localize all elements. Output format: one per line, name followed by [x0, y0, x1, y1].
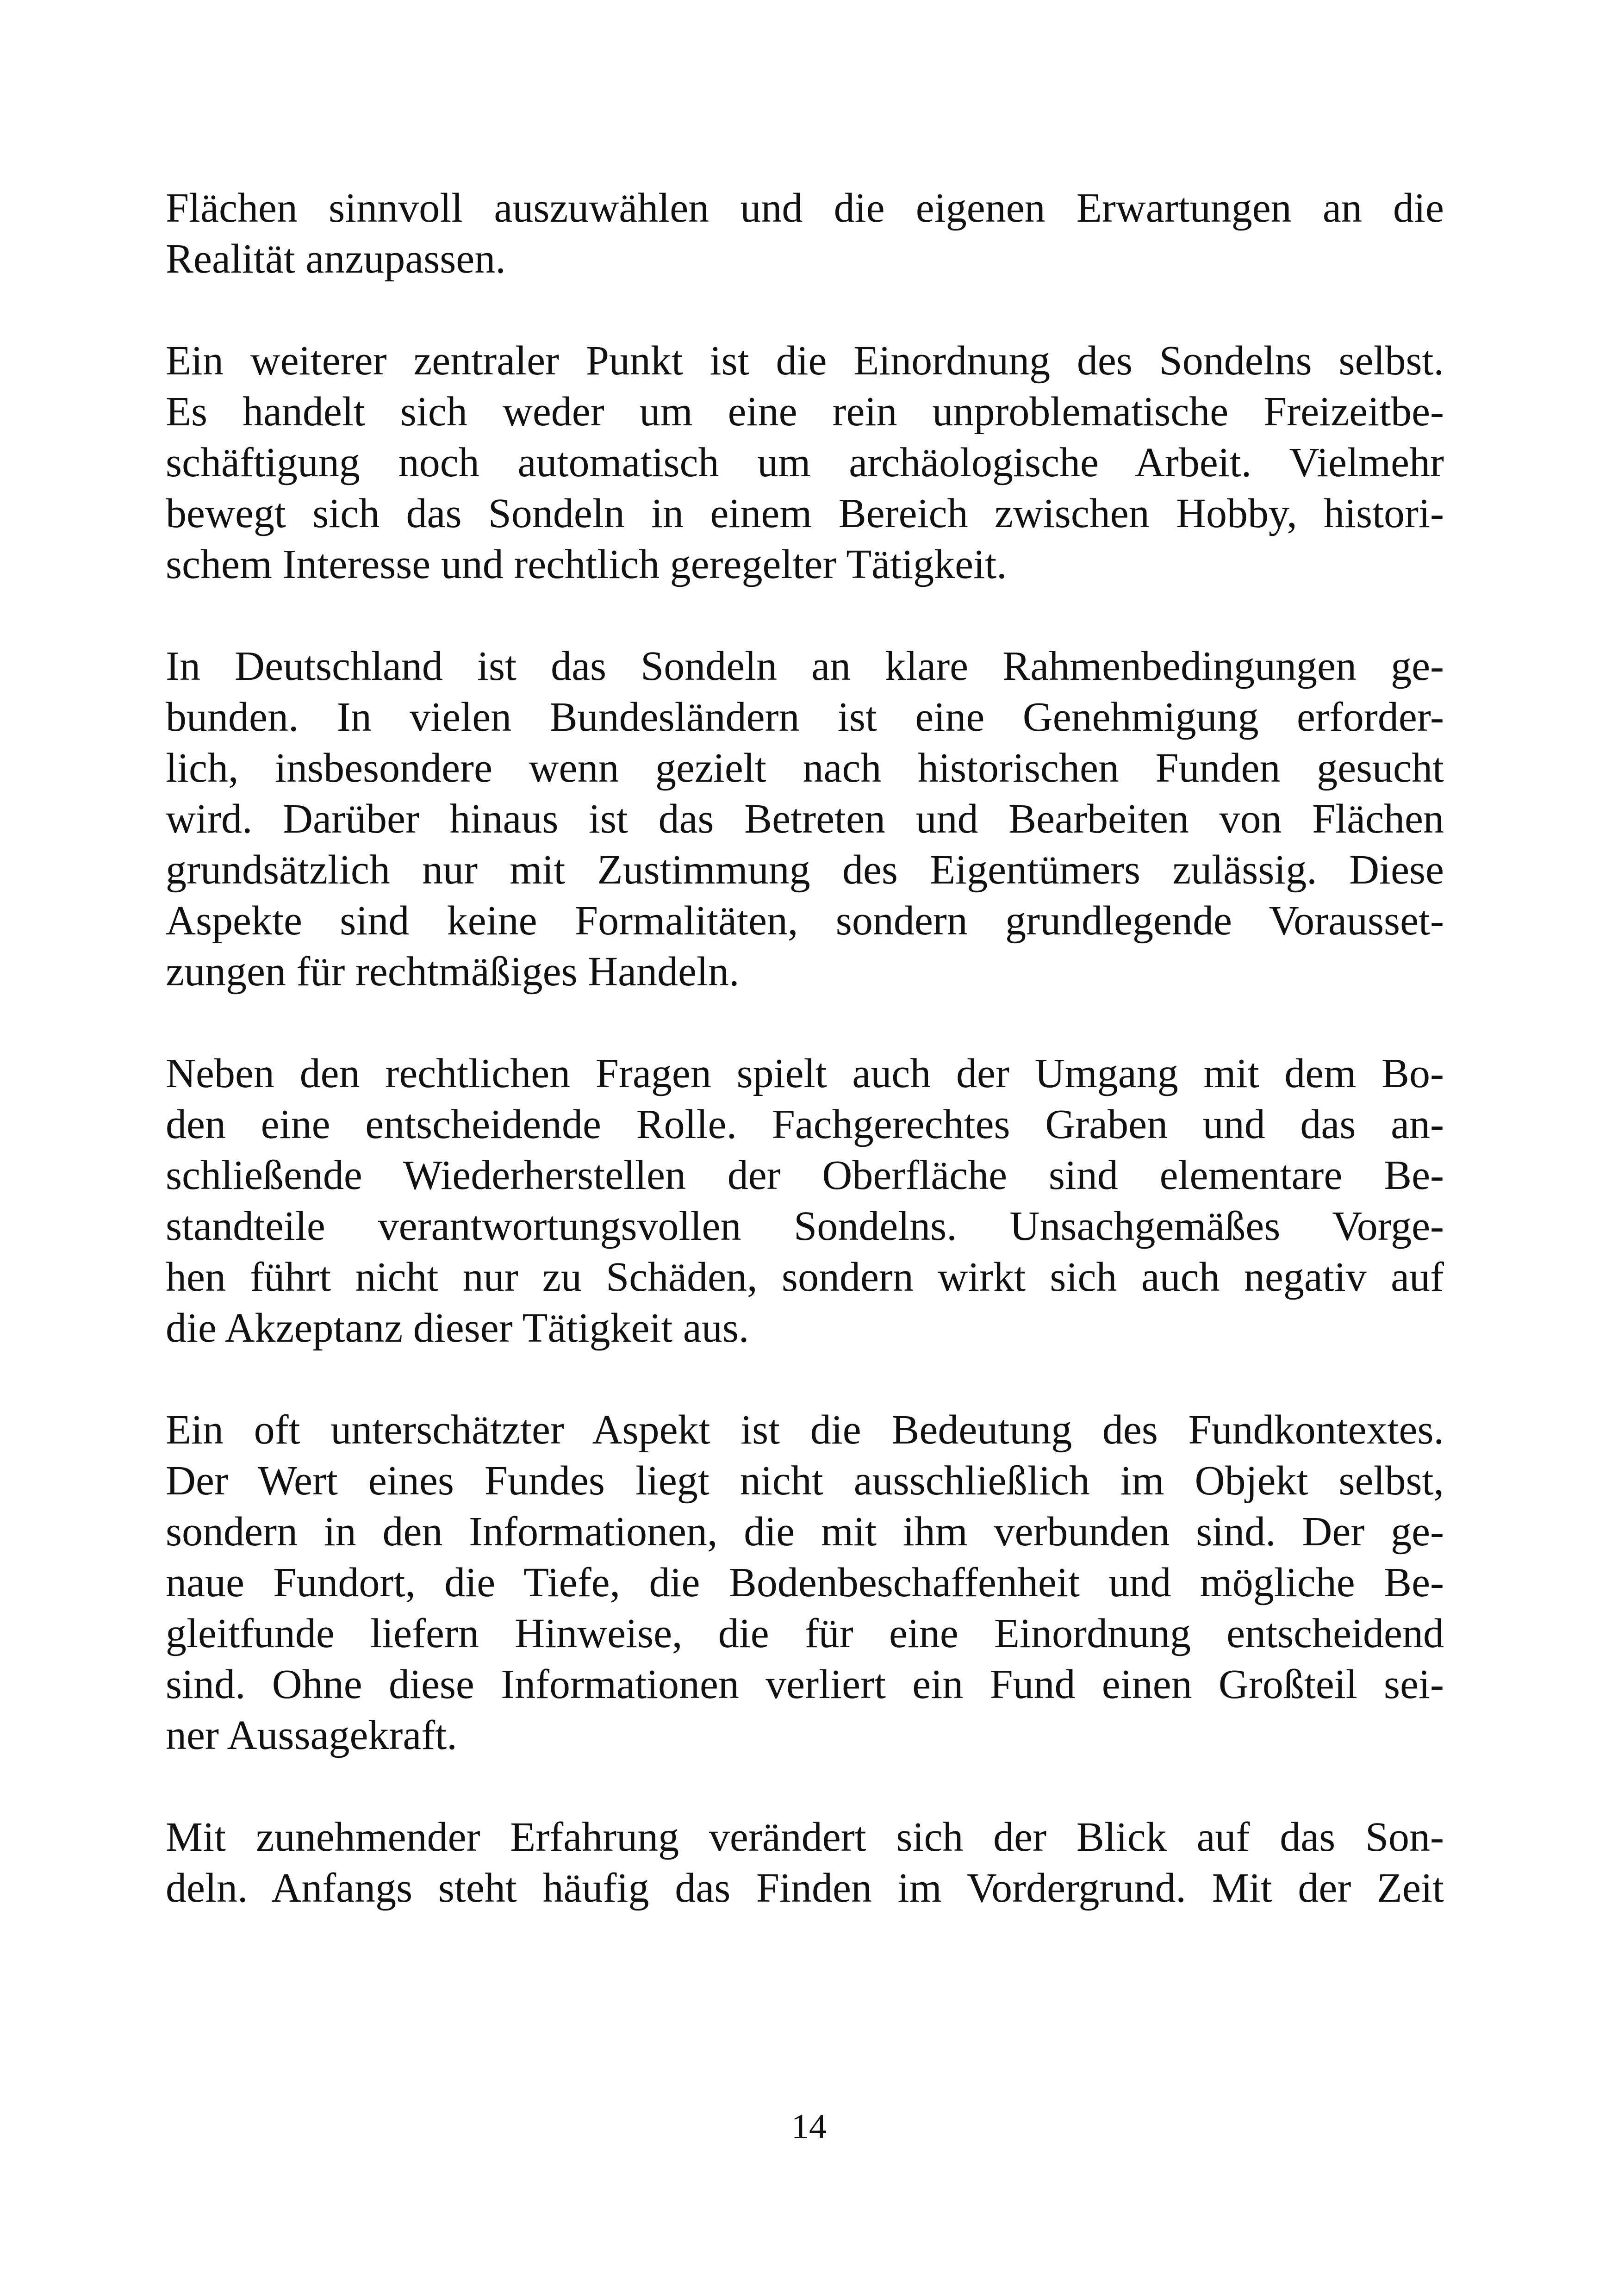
text-line: naue Fundort, die Tiefe, die Bodenbeschaffenheit und mögliche Be- — [166, 1560, 1444, 1605]
text-line: gleitfunde liefern Hinweise, die für eine Einordnung entscheidend — [166, 1611, 1444, 1656]
text-line: Neben den rechtlichen Fragen spielt auch der Umgang mit dem Bo- — [166, 1051, 1444, 1096]
text-line: Der Wert eines Fundes liegt nicht ausschließlich im Objekt selbst, — [166, 1458, 1444, 1504]
paragraph-3 — [166, 641, 1444, 997]
page-number: 14 — [791, 2107, 827, 2146]
text-line: In Deutschland ist das Sondeln an klare Rahmenbedingungen ge- — [166, 643, 1444, 689]
text-line: die Akzeptanz dieser Tätigkeit aus. — [166, 1305, 749, 1351]
text-line: Flächen sinnvoll auszuwählen und die eigenen Erwartungen an die — [166, 185, 1444, 231]
text-line: sondern in den Informationen, die mit ihm verbunden sind. Der ge- — [166, 1509, 1444, 1555]
text-line: deln. Anfangs steht häufig das Finden im Vordergrund. Mit der Zeit — [166, 1865, 1444, 1911]
text-line: Mit zunehmender Erfahrung verändert sich der Blick auf das Son- — [166, 1814, 1444, 1860]
text-line: ner Aussagekraft. — [166, 1712, 457, 1758]
text-line: schließende Wiederherstellen der Oberfläche sind elementare Be- — [166, 1152, 1444, 1198]
text-line: schem Interesse und rechtlich geregelter Tätigkeit. — [166, 541, 1007, 587]
text-line: bunden. In vielen Bundesländern ist eine Genehmigung erforder- — [166, 694, 1444, 740]
paragraph-2 — [166, 336, 1444, 590]
text-line: hen führt nicht nur zu Schäden, sondern wirkt sich auch negativ auf — [166, 1254, 1444, 1300]
text-line: bewegt sich das Sondeln in einem Bereich zwischen Hobby, histori- — [166, 491, 1444, 536]
paragraph-5 — [166, 1405, 1444, 1761]
text-line: wird. Darüber hinaus ist das Betreten und Bearbeiten von Flächen — [166, 796, 1444, 842]
text-line: zungen für rechtmäßiges Handeln. — [166, 949, 740, 995]
text-line: standteile verantwortungsvollen Sondelns. Unsachgemäßes Vorge- — [166, 1203, 1444, 1249]
text-line: schäftigung noch automatisch um archäologische Arbeit. Vielmehr — [166, 440, 1444, 485]
text-line: sind. Ohne diese Informationen verliert ein Fund einen Großteil sei- — [166, 1661, 1444, 1707]
text-line: Ein oft unterschätzter Aspekt ist die Bedeutung des Fundkontextes. — [166, 1407, 1444, 1453]
text-line: Ein weiterer zentraler Punkt ist die Einordnung des Sondelns selbst. — [166, 338, 1444, 384]
text-line: Es handelt sich weder um eine rein unproblematische Freizeitbe- — [166, 389, 1444, 435]
paragraph-4 — [166, 1048, 1444, 1354]
text-line: den eine entscheidende Rolle. Fachgerechtes Graben und das an- — [166, 1101, 1444, 1147]
text-line: Realität anzupassen. — [166, 236, 506, 282]
text-line: Aspekte sind keine Formalitäten, sondern grundlegende Vorausset- — [166, 898, 1444, 944]
paragraph-6 — [166, 1812, 1444, 1914]
text-line: grundsätzlich nur mit Zustimmung des Eigentümers zulässig. Diese — [166, 847, 1444, 893]
text-line: lich, insbesondere wenn gezielt nach historischen Funden gesucht — [166, 745, 1444, 791]
paragraph-1 — [166, 183, 1444, 285]
body-text — [166, 183, 1444, 2034]
